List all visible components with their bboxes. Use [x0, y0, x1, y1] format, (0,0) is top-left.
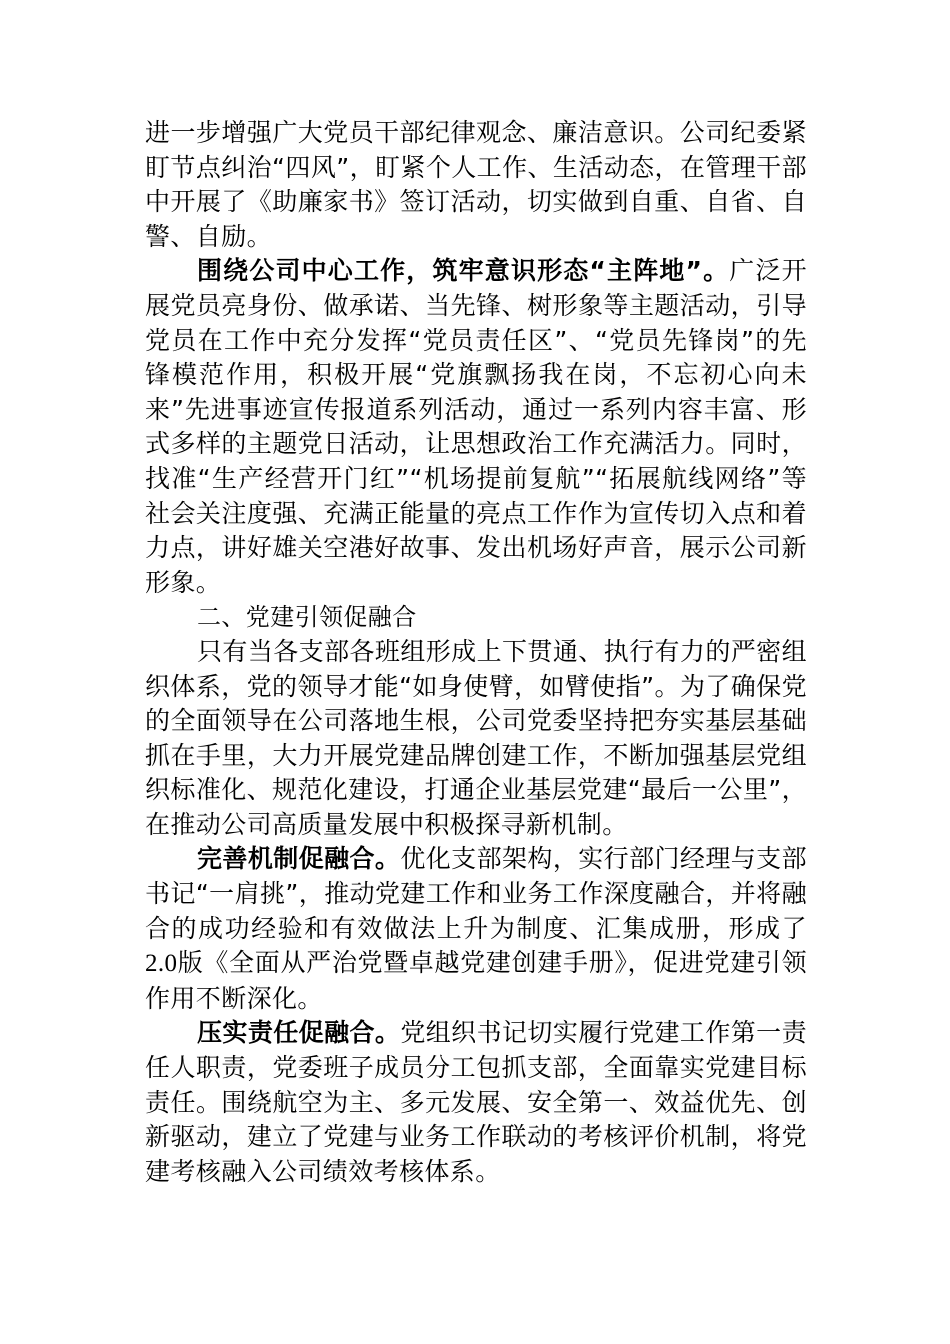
section-heading: 二、党建引领促融合 [197, 603, 417, 632]
paragraph-text: 版《全面从严治党暨卓越党建创建手册》，促进党建引领作用不断深化。 [145, 948, 807, 1013]
paragraph-text: 进一步增强广大党员干部纪律观念、廉洁意识。公司纪委紧盯节点纠治“四风”，盯紧个人工作、生活动态，在管理干部中开展了《助廉家书》签订活动，切实做到自重、自省、自警、自励。 [145, 118, 807, 251]
document-page [145, 116, 807, 1189]
paragraph-lead: 完善机制促融合。 [197, 844, 401, 874]
paragraph-text: 广泛开展党员亮身份、做承诺、当先锋、树形象等主题活动，引导党员在工作中充分发挥“党员责任区”、“党员先锋岗”的先锋模范作用，积极开展“党旗飘扬我在岗，不忘初心向未来”先进事迹宣传报道系列活动，通过一系列内容丰富、形式多样的主题党日活动，让思想政治工作充满活力。同时，找准“生产经营开门红”“机场提前复航”“拓展航线网络”等社会关注度强、充满正能量的亮点工作作为宣传切入点和着力点，讲好雄关空港好故事、发出机场好声音，展示公司新形象。 [145, 256, 808, 597]
paragraph-responsibility [145, 1016, 807, 1189]
paragraph-lead: 围绕公司中心工作，筑牢意识形态“主阵地”。 [197, 256, 730, 286]
paragraph-text: 只有当各支部各班组形成上下贯通、执行有力的严密组织体系，党的领导才能“如身使臂，如臂使指”。为了确保党的全面领导在公司落地生根，公司党委坚持把夯实基层基础抓在手里，大力开展党建品牌创建工作，不断加强基层党组织标准化、规范化建设，打通企业基层党建“最后一公里”，在推动公司高质量发展中积极探寻新机制。 [145, 636, 807, 839]
manual-version: 2.0 [145, 950, 178, 978]
paragraph-organization [145, 635, 807, 843]
paragraph-ideology [145, 254, 807, 600]
paragraph-text: 优化支部架构，实行部门经理与支部书记“一肩挑”，推动党建工作和业务工作深度融合，并将融合的成功经验和有效做法上升为制度、汇集成册，形成了 [145, 844, 807, 943]
paragraph-lead: 压实责任促融合。 [197, 1018, 401, 1048]
paragraph-mechanism [145, 842, 807, 1016]
paragraph-discipline [145, 116, 807, 254]
paragraph-text: 党组织书记切实履行党建工作第一责任人职责，党委班子成员分工包抓支部，全面靠实党建目标责任。围绕航空为主、多元发展、安全第一、效益优先、创新驱动，建立了党建与业务工作联动的考核评价机制，将党建考核融入公司绩效考核体系。 [145, 1018, 807, 1186]
